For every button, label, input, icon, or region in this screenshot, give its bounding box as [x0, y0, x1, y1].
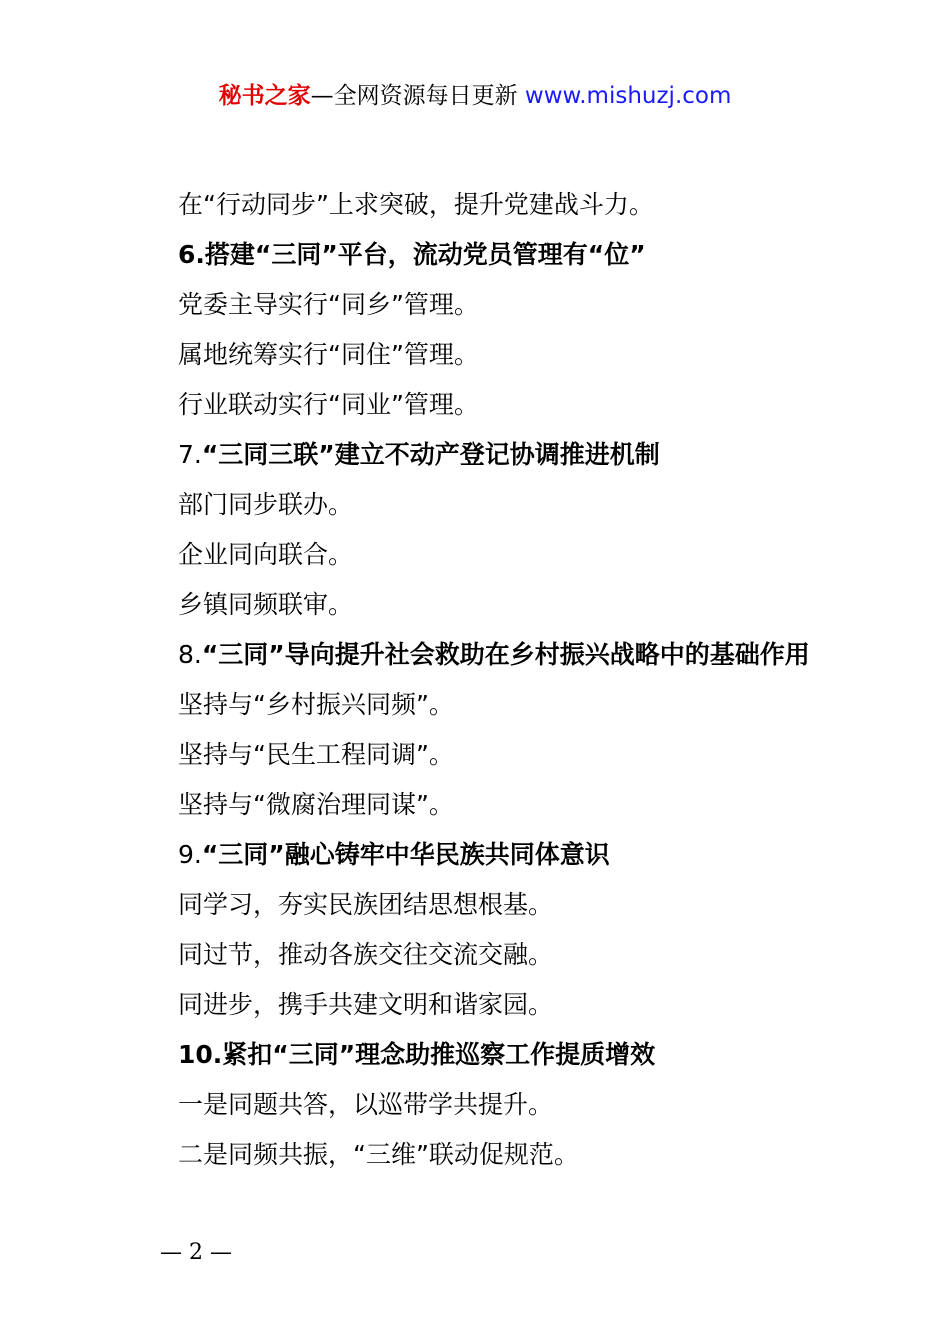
section-heading-6 — [178, 230, 878, 280]
paragraph-line: 党委主导实行“同乡”管理。 — [178, 290, 479, 319]
paragraph-line: 同学习，夯实民族团结思想根基。 — [178, 890, 554, 919]
paragraph-line: 属地统筹实行“同住”管理。 — [178, 340, 479, 369]
section-title: 紧扣“三同”理念助推巡察工作提质增效 — [222, 1040, 656, 1069]
paragraph-line: 同过节，推动各族交往交流交融。 — [178, 940, 554, 969]
paragraph-line: 坚持与“乡村振兴同频”。 — [178, 690, 454, 719]
site-header — [0, 80, 950, 112]
document-body — [178, 180, 878, 1180]
site-url-link[interactable]: www.mishuzj.com — [524, 83, 732, 109]
section-heading-7 — [178, 430, 878, 480]
section-number: 6. — [178, 240, 205, 269]
section-title: “三同三联”建立不动产登记协调推进机制 — [201, 440, 660, 469]
section-title: “三同”融心铸牢中华民族共同体意识 — [201, 840, 610, 869]
section-title: 搭建“三同”平台，流动党员管理有“位” — [204, 240, 646, 269]
paragraph-line: 二是同频共振，“三维”联动促规范。 — [178, 1140, 579, 1169]
paragraph-line: 同进步，携手共建文明和谐家园。 — [178, 990, 554, 1019]
section-number: 10. — [178, 1040, 223, 1069]
paragraph-line: 在“行动同步”上求突破，提升党建战斗力。 — [178, 190, 654, 219]
paragraph-line: 一是同题共答，以巡带学共提升。 — [178, 1090, 554, 1119]
section-heading-10 — [178, 1030, 878, 1080]
site-brand: 秘书之家 — [218, 83, 311, 109]
section-title: “三同”导向提升社会救助在乡村振兴战略中的基础作用 — [201, 640, 810, 669]
page-number: — 2 — — [160, 1240, 232, 1265]
site-tagline: —全网资源每日更新 — [310, 83, 525, 109]
paragraph-line: 坚持与“民生工程同调”。 — [178, 740, 454, 769]
section-number: 7. — [178, 440, 202, 469]
section-heading-9 — [178, 830, 878, 880]
paragraph-line: 企业同向联合。 — [178, 540, 354, 569]
section-number: 8. — [178, 640, 202, 669]
section-heading-8 — [178, 630, 878, 680]
section-number: 9. — [178, 840, 202, 869]
paragraph-line: 乡镇同频联审。 — [178, 590, 354, 619]
paragraph-line: 坚持与“微腐治理同谋”。 — [178, 790, 454, 819]
paragraph-line: 行业联动实行“同业”管理。 — [178, 390, 479, 419]
paragraph-line: 部门同步联办。 — [178, 490, 354, 519]
